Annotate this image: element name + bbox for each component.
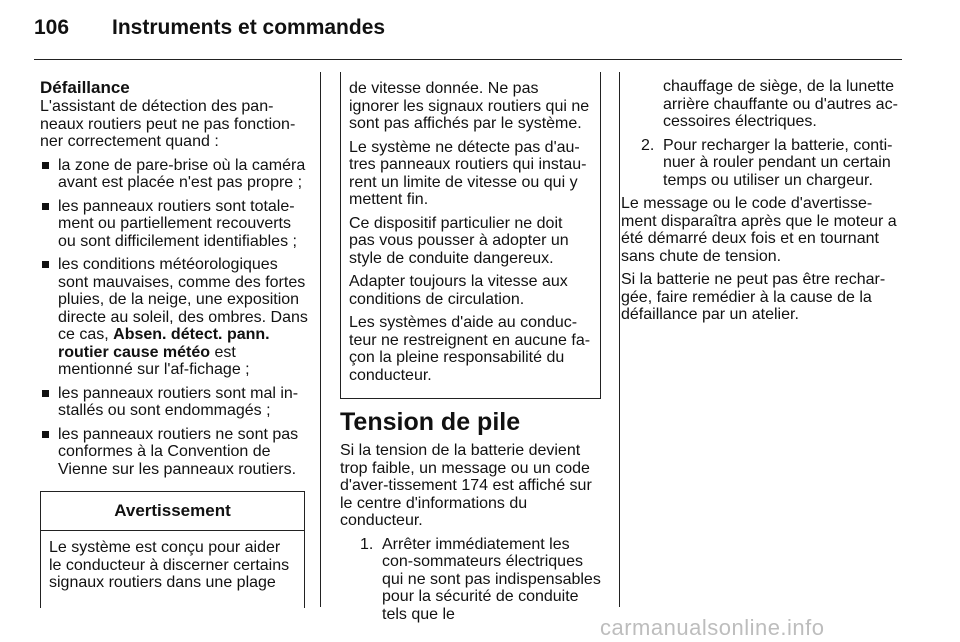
section-heading-defaillance: Défaillance: [40, 78, 130, 97]
column-divider-1: [320, 72, 321, 607]
watermark: carmanualsonline.info: [600, 615, 825, 640]
warning-paragraph: Adapter toujours la vitesse aux conditions de circulation.: [349, 273, 568, 308]
list-item: les panneaux routiers sont totale-ment ou partiellement recouverts ou sont difficilement identifiables ;: [40, 198, 308, 251]
column-2-body: [340, 442, 604, 629]
warning-paragraph: Le système ne détecte pas d'au-tres panneaux routiers qui instau-rent un limite de vitesse ou qui y mettent fin.: [349, 138, 587, 208]
warning-text: Le système est conçu pour aider le conducteur à discerner certains signaux routiers dans une plage: [49, 539, 290, 591]
step-continuation: chauffage de siège, de la lunette arrière chauffante ou d'autres ac-cessoires électriques.: [663, 78, 898, 130]
list-item: 1. Arrêter immédiatement les con-sommateurs électriques qui ne sont pas indispensables pour la sécurité de conduite tels que le: [360, 535, 601, 623]
list-item: la zone de pare-brise où la caméra avant est placée n'est pas propre ;: [40, 157, 308, 192]
steps-list: [340, 536, 604, 624]
section-title-tension-de-pile: Tension de pile: [340, 408, 521, 436]
warning-box-continued: [340, 72, 601, 399]
steps-list-continued: [621, 137, 906, 190]
column-1: [40, 78, 308, 484]
warning-box: [40, 491, 305, 608]
warning-paragraph: Les systèmes d'aide au conduc-teur ne restreignent en aucune fa-çon la pleine responsabilité du conducteur.: [349, 314, 591, 384]
page-header: [34, 16, 385, 40]
paragraph: Le message ou le code d'avertisse-ment disparaîtra après que le moteur a été démarré deux fois et en tournant sans chute de tension.: [621, 195, 897, 265]
paragraph: Si la batterie ne peut pas être rechar-gée, faire remédier à la cause de la défaillance par un atelier.: [621, 271, 886, 323]
condition-list: [40, 157, 308, 479]
intro-paragraph: L'assistant de détection des pan-neaux routiers peut ne pas fonction-ner correctement quand :: [40, 98, 296, 150]
header-divider: [34, 59, 902, 60]
list-item: 2. Pour recharger la batterie, conti-nuer à rouler pendant un certain temps ou utiliser un chargeur.: [641, 136, 893, 189]
battery-intro-paragraph: Si la tension de la batterie devient trop faible, un message ou un code d'aver-tissement 174 est affiché sur le centre d'informations du conducteur.: [340, 442, 592, 529]
page-number: 106: [34, 16, 70, 39]
warning-title: Avertissement: [41, 492, 304, 531]
warning-paragraph: de vitesse donnée. Ne pas ignorer les signaux routiers qui ne sont pas affichés par le système.: [349, 80, 590, 132]
column-divider-2: [619, 72, 620, 607]
list-item: les panneaux routiers ne sont pas conformes à la Convention de Vienne sur les panneaux routiers.: [40, 426, 308, 479]
list-item: les conditions météorologiques sont mauvaises, comme des fortes pluies, de la neige, une exposition directe au soleil, des ombres. Dans ce cas, Absen. détect. pann. routier cause météo est mentionné sur l'af-fichage ;: [40, 256, 308, 379]
warning-paragraph: Ce dispositif particulier ne doit pas vous pousser à adopter un style de conduite dangereux.: [349, 214, 569, 267]
list-item: les panneaux routiers sont mal in-stallés ou sont endommagés ;: [40, 385, 308, 420]
column-3: [621, 78, 906, 330]
display-message: Absen. détect. pann. routier cause météo: [58, 326, 270, 361]
page-title: Instruments et commandes: [112, 16, 386, 39]
